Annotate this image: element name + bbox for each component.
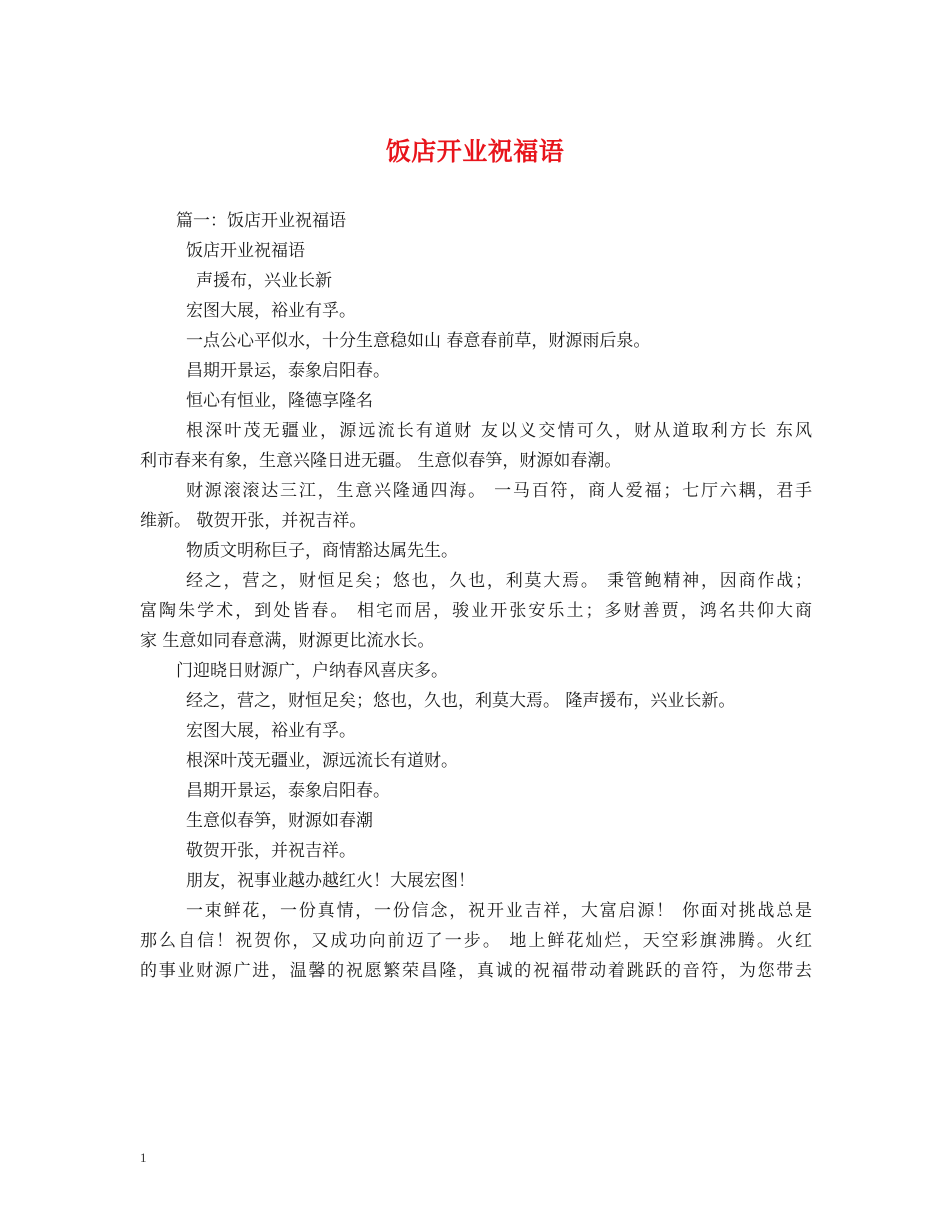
paragraph-line: 一束鲜花，一份真情，一份信念，祝开业吉祥，大富启源！ 你面对挑战总是: [186, 901, 812, 921]
paragraph-line: 宏图大展，裕业有孚。: [186, 721, 356, 741]
document-title: 饭店开业祝福语: [385, 137, 565, 166]
paragraph-line: 根深叶茂无疆业，源远流长有道财 友以义交情可久，财从道取利方长 东风: [186, 421, 812, 441]
paragraph-line: 富陶朱学术，到处皆春。 相宅而居，骏业开张安乐土；多财善贾，鸿名共仰大商: [140, 601, 812, 621]
paragraph-line: 一点公心平似水，十分生意稳如山 春意春前草，财源雨后泉。: [186, 331, 651, 351]
paragraph-line: 根深叶茂无疆业，源远流长有道财。: [186, 751, 458, 771]
paragraph-line: 昌期开景运，泰象启阳春。: [186, 781, 390, 801]
paragraph-line: 经之，营之，财恒足矣；悠也，久也，利莫大焉。 隆声援布，兴业长新。: [186, 691, 736, 711]
paragraph-line: 维新。 敬贺开张，并祝吉祥。: [140, 511, 367, 531]
paragraph-line: 生意似春笋，财源如春潮: [186, 811, 373, 831]
paragraph-line: 门迎晓日财源广，户纳春风喜庆多。: [176, 661, 448, 681]
paragraph-line: 声援布，兴业长新: [196, 271, 332, 291]
paragraph-line: 家 生意如同春意满，财源更比流水长。: [140, 631, 435, 651]
subheading: 饭店开业祝福语: [186, 241, 305, 261]
document-body: [140, 206, 812, 986]
paragraph-line: 恒心有恒业，隆德享隆名: [186, 391, 373, 411]
paragraph-line: 朋友，祝事业越办越红火！大展宏图！: [186, 871, 475, 891]
paragraph-line: 那么自信！祝贺你，又成功向前迈了一步。 地上鲜花灿烂，天空彩旗沸腾。火红: [140, 931, 812, 951]
paragraph-line: 敬贺开张，并祝吉祥。: [186, 841, 356, 861]
paragraph-line: 昌期开景运，泰象启阳春。: [186, 361, 390, 381]
paragraph-line: 利市春来有象，生意兴隆日进无疆。 生意似春笋，财源如春潮。: [140, 451, 622, 471]
paragraph-line: 财源滚滚达三江，生意兴隆通四海。 一马百符，商人爱福；七厅六耦，君手: [186, 481, 812, 501]
page-number: 1: [140, 1150, 147, 1165]
paragraph-line: 经之，营之，财恒足矣；悠也，久也，利莫大焉。 秉管鲍精神，因商作战；: [186, 571, 812, 591]
paragraph-line: 宏图大展，裕业有孚。: [186, 301, 356, 321]
paragraph-line: 物质文明称巨子，商情豁达属先生。: [186, 541, 458, 561]
section-heading: 篇一：饭店开业祝福语: [176, 211, 346, 231]
paragraph-line: 的事业财源广进，温馨的祝愿繁荣昌隆，真诚的祝福带动着跳跃的音符，为您带去: [140, 961, 812, 981]
